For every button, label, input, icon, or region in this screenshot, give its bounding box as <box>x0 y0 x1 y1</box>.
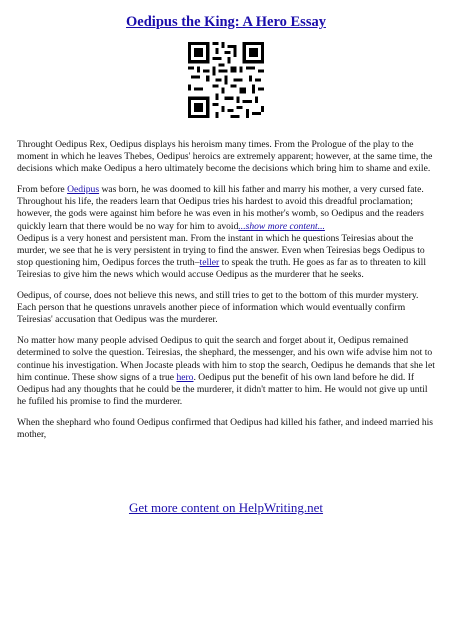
paragraph-2-text-b: was born, he was doomed to kill his father and marry his mother, a very cursed fate. Throughout his life, the readers learn that Oedipus tries his hardest to avoid this dreadful proclamation; however, the gods were against him before he was even in his mother's womb, so Oedipus and the readers quickly learn that there would be no way for him to avoid <box>17 184 424 232</box>
paragraph-4: Oedipus, of course, does not believe this news, and still tries to get to the bottom of this murder mystery. Each person that he questions unravels another piece of information which would eventually confirm Teiresias' accusation that Oedipus was the murderer. <box>17 290 419 326</box>
teller-link[interactable]: teller <box>199 256 220 268</box>
show-more-link[interactable]: ...show more content... <box>238 220 325 232</box>
paragraph-5 <box>17 335 437 408</box>
paragraph-2-text-a: From before <box>17 184 68 196</box>
paragraph-3 <box>17 233 437 281</box>
hero-link[interactable]: hero <box>176 371 194 383</box>
paragraph-1: Throught Oedipus Rex, Oedipus displays his heroism many times. From the Prologue of the play to the moment in which he leaves Thebes, Oedipus' heroics are extremely apparent; however, at the same time, the decisions which make Oedipus a hero ultimately become the decisions which bring him to shame and exile. <box>17 139 433 175</box>
paragraph-2 <box>17 184 437 232</box>
page-title[interactable]: Oedipus the King: A Hero Essay <box>126 14 326 30</box>
essay-body <box>17 139 437 450</box>
footer-link[interactable]: Get more content on HelpWriting.net <box>128 500 324 515</box>
oedipus-link[interactable]: Oedipus <box>67 184 100 196</box>
qr-code-icon <box>188 42 264 118</box>
paragraph-5-text-b: . Oedipus put the benefit of his own land before he did. If Oedipus had any thoughts that he could be the murderer, it didn't matter to him. He would not give up until he fufiled his promise to find the murderer. <box>17 371 428 407</box>
paragraph-6: When the shephard who found Oedipus confirmed that Oedipus had killed his father, and indeed married his mother, <box>17 416 434 440</box>
footer <box>0 500 452 516</box>
paragraph-3-text-a: Oedipus is a very honest and persistent man. From the instant in which he questions Teiresias about the murder, we see that he is very persistent in trying to find the answer. Even when Teiresias begs Oedipus to stop questioning him, Oedipus forces the truth– <box>17 232 425 268</box>
paragraph-3-text-b: to speak the truth. He goes as far as to threaten to kill Teiresias to give him the news which would accuse Oedipus as the murderer that he seeks. <box>17 256 426 280</box>
paragraph-5-text-a: No matter how many people advised Oedipus to quit the search and forget about it, Oedipus remained determined to solve the question. Teiresias, the shephard, the messenger, and his own wife advise him not to continue his investigation. When Jocaste pleads with him to stop the search, Oedipus he demands that she let him continue. These show signs of a true <box>17 335 435 383</box>
